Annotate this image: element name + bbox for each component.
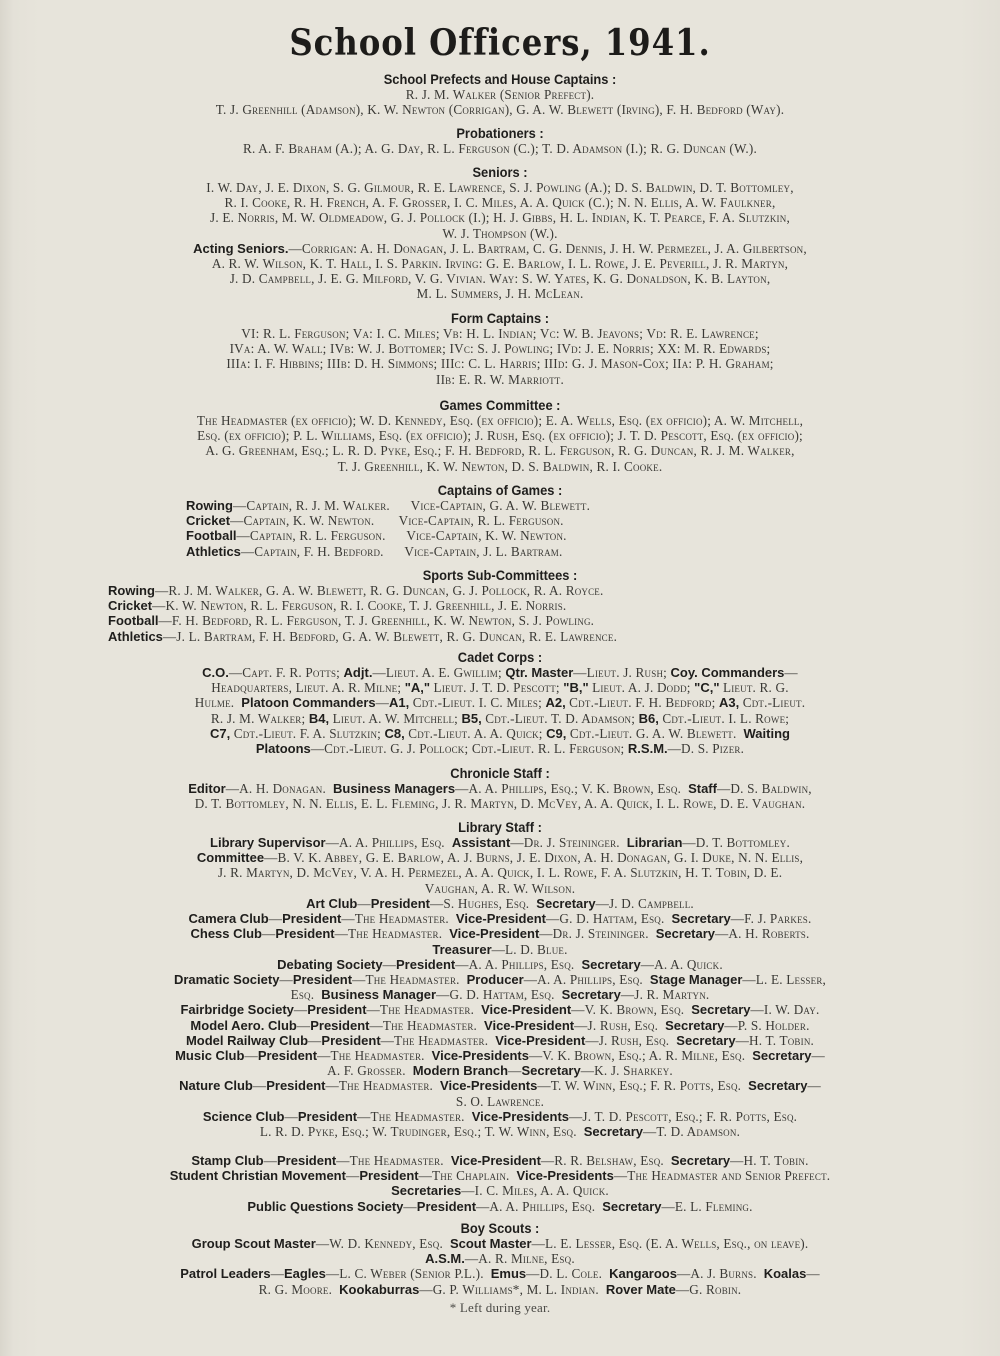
section-heading: Seniors : [472,164,528,180]
label: Secretary [561,987,621,1003]
label: President [416,1198,477,1214]
text-line [30,1078,970,1093]
value: —L. C. Weber (Senior P.L.). [325,1266,491,1282]
label: Producer [466,972,524,988]
label: B5, [461,710,482,726]
value: —A. A. Phillips, Esq.; V. K. Brown, Esq. [455,781,689,796]
section-captains-of-games [30,483,970,559]
value: — [284,1108,298,1124]
label: C9, [546,725,567,741]
label: Debating Society [277,956,383,972]
label: C8, [384,725,405,741]
label: Vice-President [484,1017,575,1033]
label: President [359,1168,419,1184]
label: Waiting [743,725,790,741]
section-heading: School Prefects and House Captains : [383,71,617,87]
value: Cdt.-Lieut. [739,695,806,711]
label: Rover Mate [605,1281,676,1297]
label: Business Manager [321,987,437,1003]
value: — [382,956,396,972]
label: President [370,896,430,911]
label: Treasurer [432,941,492,957]
label: C.O. [202,665,229,680]
value: —D. T. Bottomley. [682,835,790,850]
label: Secretary [676,1032,736,1048]
text-line [30,1183,970,1198]
section-heading: Library Staff : [458,819,542,835]
value: Esq. [290,987,322,1003]
label: A2, [545,695,566,711]
text-line: J. D. Campbell, J. E. G. Milford, V. G. Vivian. Way: S. W. Yates, K. G. Donaldson, K. B. Layton, [229,271,771,287]
subcommittee-row: Athletics—J. L. Bartram, F. H. Bedford, G. A. W. Blewett, R. G. Duncan, R. E. Lawrence. [108,628,618,644]
value: —L. E. Lesser, [742,972,827,988]
text-line: M. L. Summers, J. H. McLean. [416,286,584,302]
text-line: Esq. (ex officio); P. L. Williams, Esq. (ex officio); J. Rush, Esq. (ex officio); J. T. D. Pescott, Esq. (ex officio); [197,428,803,444]
value: Cdt.-Lieut. I. L. Rowe; [658,710,790,726]
value: A. F. Grosser. [327,1063,413,1079]
text-line [30,1124,970,1139]
value: S. O. Lawrence. [455,1093,545,1109]
text-line: IIIa: I. F. Hibbins; IIIb: D. H. Simmons; IIIc: C. L. Harris; IIId: G. J. Mason-Cox; IIa: P. H. Graham; [226,356,774,372]
section-heading: Chronicle Staff : [450,765,550,781]
label: Adjt. [343,665,373,680]
label: Art Club [306,896,358,911]
value: —G. P. Williams*, M. L. Indian. [419,1281,606,1297]
label: Scout Master [449,1236,532,1251]
value: Lieut. A. J. Dodd; [588,680,695,696]
value: Hulme. [194,695,242,711]
text-line: R. J. M. Walker (Senior Prefect). [405,87,595,102]
value: —A. H. Donagan. [225,781,333,796]
label: Patrol Leaders [180,1266,271,1282]
text-line: R. I. Cooke, R. H. French, A. F. Grosser, I. C. Miles, A. A. Quick (C.); N. N. Ellis, A. W. Faulkner, [224,195,776,211]
text-line: T. J. Greenhill, K. W. Newton, D. S. Baldwin, R. I. Cooke. [337,458,663,474]
value: —Dr. J. Steininger. [539,926,656,942]
label: Coy. Commanders [670,665,785,680]
label: Emus [490,1266,527,1282]
value: —The Headmaster. [380,1032,496,1048]
text-line: VI: R. L. Ferguson; Va: I. C. Miles; Vb: H. L. Indian; Vc: W. B. Jeavons; Vd: R. E. Lawrence; [241,326,759,341]
section-games-committee [30,398,970,474]
label: Platoon Commanders [241,695,376,711]
label: President [266,1078,326,1094]
value: — [296,1017,311,1033]
label: Secretary [581,956,641,972]
label: President [307,1002,367,1018]
label: Assistant [451,835,511,850]
subcommittee-row: Football—F. H. Bedford, R. L. Ferguson, T. J. Greenhill, K. W. Newton, S. J. Powling. [108,613,595,629]
value: —A. A. Phillips, Esq. [523,972,650,988]
label: "C," [694,680,720,696]
value: —A. A. Phillips, Esq. [455,956,582,972]
text-line [30,1048,970,1063]
label: Stamp Club [191,1153,264,1168]
label: Vice-Presidents [471,1108,569,1124]
value: — [279,972,293,988]
value: — [345,1168,360,1184]
text-line [30,680,970,695]
text-line [30,1168,970,1183]
label: Koalas [763,1266,807,1282]
page-title: School Officers, 1941. [289,22,711,64]
label: Secretary [752,1048,812,1064]
label: "A," [404,680,431,696]
label: Secretary [521,1063,581,1079]
value: — [308,1032,322,1048]
label: B4, [308,710,330,726]
section-probationers [30,126,970,156]
value: —R. R. Belshaw, Esq. [540,1153,671,1168]
text-line [30,881,970,896]
label: Vice-Presidents [431,1048,529,1064]
label: Music Club [175,1048,245,1064]
label: A3, [718,695,740,711]
section-heading: Captains of Games : [437,482,563,498]
label: Staff [688,781,717,796]
section-form-captains [30,311,970,387]
text-line [30,1033,970,1048]
label: Kookaburras [339,1281,420,1297]
value: —A. J. Burns. [676,1266,764,1282]
value: —The Headmaster. [336,1153,451,1168]
text-line: I. W. Day, J. E. Dixon, S. G. Gilmour, R. E. Lawrence, S. J. Powling (A.); D. S. Baldwin, D. T. Bottomley, [206,180,794,195]
value: —I. W. Day. [750,1002,820,1018]
value: —J. Rush, Esq. [574,1017,666,1033]
text-line: IVa: A. W. Wall; IVb: W. J. Bottomer; IVc: S. J. Powling; IVd: J. E. Norris; XX: M. R. Edwards; [229,341,771,357]
label: Group Scout Master [191,1236,316,1251]
value: —The Headmaster. [334,926,450,942]
value: — [806,1266,820,1282]
value: —Capt. F. R. Potts; [228,665,344,680]
label: Secretary [691,1002,751,1018]
value: J. R. Martyn, D. McVey, V. A. H. Permezel, A. A. Quick, I. L. Rowe, F. A. Slutzkin, H. T. Tobin, D. E. [217,865,783,881]
value: Cdt.-Lieut. I. C. Miles; [409,695,546,711]
section-clubs-continued [30,1153,970,1214]
value: —The Headmaster. [341,911,456,927]
label: Model Aero. Club [190,1017,297,1033]
label: Secretary [602,1198,662,1214]
value: Cdt.-Lieut. F. H. Bedford; [565,695,719,711]
value: — [784,665,798,680]
value: — [403,1198,417,1214]
section-clubs [30,896,970,1139]
games-row: Rowing—Captain, R. J. M. Walker. Vice-Captain, G. A. W. Blewett. [186,498,591,513]
label: Secretary [665,1017,725,1033]
value: — [263,1153,277,1168]
value: —The Headmaster and Senior Prefect. [613,1168,831,1184]
value: —W. D. Kennedy, Esq. [315,1236,450,1251]
label: Librarian [626,835,683,850]
label: President [277,1153,337,1168]
text-line: IIb: E. R. W. Marriott. [436,371,564,387]
text-line [30,865,970,880]
value: Cdt.-Lieut. F. A. Slutzkin; [230,725,385,741]
text-line [30,1063,970,1078]
label: Secretary [583,1124,643,1140]
label: Secretary [655,926,716,942]
value: Cdt.-Lieut. A. A. Quick; [404,725,547,741]
value: —D. S. Pizer. [667,741,745,757]
label: Vice-President [455,911,546,927]
label: Public Questions Society [247,1198,404,1214]
value: —K. J. Sharkey. [580,1063,673,1079]
label: Kangaroos [609,1266,677,1282]
text-line [30,1094,970,1109]
text-line [30,942,970,957]
value: —Cdt.-Lieut. G. J. Pollock; Cdt.-Lieut. R. L. Ferguson; [310,741,628,757]
label: Business Managers [332,781,456,796]
value: Lieut. J. T. D. Pescott; [430,680,564,696]
label: Editor [188,781,226,796]
label: Committee [196,850,265,866]
value: —V. K. Brown, Esq. [571,1002,692,1018]
value: D. T. Bottomley, N. N. Ellis, E. L. Fleming, J. R. Martyn, D. McVey, A. A. Quick, I. L. Rowe, D. E. Vaughan. [194,796,806,812]
value: Cdt.-Lieut. T. D. Adamson; [481,710,639,726]
value: —A. A. Phillips, Esq. [476,1198,603,1214]
label: President [297,1108,358,1124]
value: —G. Robin. [675,1281,742,1297]
value: —The Headmaster. [366,1002,482,1018]
text-line [30,1236,970,1251]
value: —H. T. Tobin. [735,1032,815,1048]
value: — [262,926,276,942]
label: Chess Club [190,926,262,942]
label: President [275,926,335,942]
section-chronicle-staff [30,766,970,811]
text-line [30,957,970,972]
value: R. J. M. Walker; [210,710,309,726]
value: —H. T. Tobin. [730,1153,809,1168]
rich-lines [30,781,970,811]
value: —B. V. K. Abbey, G. E. Barlow, A. J. Burns, J. E. Dixon, A. H. Donagan, G. I. Duke, N. N. Ellis, [264,850,804,866]
text-line [30,726,970,741]
value: —A. R. Milne, Esq. [464,1251,575,1267]
value: —D. L. Cole. [526,1266,610,1282]
value: — [811,1048,825,1064]
label: R.S.M. [627,741,668,757]
label: Acting Seniors. [193,240,289,256]
value: —J. Rush, Esq. [585,1032,677,1048]
label: Library Supervisor [210,835,326,850]
text-line [30,1266,970,1281]
text-line: Acting Seniors.—Corrigan: A. H. Donagan, J. L. Bartram, C. G. Dennis, J. H. W. Permezel, J. A. Gilbertson, [193,240,807,256]
subcommittee-row: Cricket—K. W. Newton, R. L. Ferguson, R. I. Cooke, T. J. Greenhill, J. E. Norris. [108,598,567,614]
label: President [292,972,353,988]
text-line [30,1282,970,1297]
value: —The Headmaster. [369,1017,485,1033]
label: Vice-Presidents [516,1168,614,1184]
label: Qtr. Master [505,665,574,680]
value: —The Headmaster. [317,1048,432,1064]
rich-lines [30,896,970,1139]
value: —A. A. Quick. [640,956,723,972]
label: Student Christian Movement [169,1168,346,1184]
label: Stage Manager [649,972,743,988]
games-row: Athletics—Captain, F. H. Bedford. Vice-Captain, J. L. Bartram. [186,543,563,559]
section-cadet-corps [30,650,970,756]
value: —The Headmaster. [325,1078,441,1094]
text-line [30,1109,970,1124]
label: A1, [389,695,410,711]
text-line: T. J. Greenhill (Adamson), K. W. Newton (Corrigan), G. A. W. Blewett (Irving), F. H. Bedford (Way). [215,102,785,118]
label: Science Club [202,1108,285,1124]
value: —J. T. D. Pescott, Esq.; F. R. Potts, Esq. [569,1108,798,1124]
text-line: R. A. F. Braham (A.); A. G. Day, R. L. Ferguson (C.); T. D. Adamson (I.); R. G. Duncan (W.). [242,141,758,156]
text-line: W. J. Thompson (W.). [442,225,558,241]
label: Platoons [255,741,311,757]
value: —L. E. Lesser, Esq. (E. A. Wells, Esq., on leave). [531,1236,809,1251]
label: President [310,1017,370,1033]
text-line [30,1199,970,1214]
value: — [268,911,283,927]
text-line [30,796,970,811]
value: Headquarters, Lieut. A. R. Milne; [211,680,405,696]
value: —P. S. Holder. [724,1017,810,1033]
value: — [270,1266,284,1282]
value: Vaughan, A. R. W. Wilson. [424,880,576,896]
text-line [30,1018,970,1033]
label: "B," [563,680,589,696]
label: Model Railway Club [185,1032,309,1048]
value: —Lieut. J. Rush; [573,665,671,680]
text-line: The Headmaster (ex officio); W. D. Kennedy, Esq. (ex officio); E. A. Wells, Esq. (ex officio); A. W. Mitchell, [196,413,804,428]
value: —The Headmaster. [352,972,467,988]
value: —F. J. Parkes. [730,911,812,927]
section-heading: Form Captains : [450,310,550,326]
text-line [30,835,970,850]
label: C7, [210,725,231,741]
value: —A. A. Phillips, Esq. [325,835,452,850]
value: —D. S. Baldwin, [716,781,812,796]
value: —Lieut. A. E. Gwillim; [372,665,506,680]
value: —Dr. J. Steininger. [510,835,627,850]
text-line [30,711,970,726]
value: — [293,1002,308,1018]
games-row: Cricket—Captain, K. W. Newton. Vice-Captain, R. L. Ferguson. [186,513,564,529]
label: President [257,1048,318,1064]
section-heading: Sports Sub-Committees : [422,567,578,583]
label: Vice-President [481,1002,572,1018]
section-boy-scouts [30,1221,970,1315]
label: Secretary [536,896,596,911]
section-heading: Games Committee : [439,397,561,413]
value: — [357,896,371,911]
value: —I. C. Miles, A. A. Quick. [461,1183,609,1199]
label: President [396,956,456,972]
games-row: Football—Captain, R. L. Ferguson. Vice-Captain, K. W. Newton. [186,528,567,544]
value: —G. D. Hattam, Esq. [436,987,562,1003]
text-line [30,911,970,926]
section-seniors [30,165,970,302]
value: — [375,695,390,711]
label: Vice-President [450,1153,541,1168]
value: —L. D. Blue. [491,941,568,957]
text-line [30,781,970,796]
value: L. R. D. Pyke, Esq.; W. Trudinger, Esq.; T. W. Winn, Esq. [259,1124,584,1140]
value: —E. L. Fleming. [661,1198,753,1214]
text-line: A. R. W. Wilson, K. T. Hall, I. S. Parkin. Irving: G. E. Barlow, I. L. Rowe, J. E. Peverill, J. R. Martyn, [211,256,789,272]
value: — [252,1078,267,1094]
value: —A. H. Roberts. [715,926,810,942]
label: Fairbridge Society [180,1002,294,1018]
value: —J. D. Campbell. [595,896,694,911]
text-line [30,665,970,680]
value: —J. R. Martyn. [620,987,710,1003]
section-prefects [30,72,970,117]
value: —The Headmaster. [357,1108,472,1124]
label: Vice-Presidents [440,1078,538,1094]
label: President [282,911,342,927]
value: —V. K. Brown, Esq.; A. R. Milne, Esq. [528,1048,753,1064]
label: Eagles [283,1266,326,1282]
text-line [30,972,970,987]
text-line [30,926,970,941]
text-line [30,741,970,756]
text-line: J. E. Norris, M. W. Oldmeadow, G. J. Pollock (I.); H. J. Gibbs, H. L. Indian, K. T. Pearce, F. A. Slutzkin, [210,210,790,226]
text-line [30,1251,970,1266]
label: Vice-President [495,1032,586,1048]
text-line [30,1153,970,1168]
value: — [508,1063,522,1079]
label: Vice-President [449,926,540,942]
section-heading: Boy Scouts : [460,1220,540,1236]
rich-lines [30,665,970,756]
value: —T. D. Adamson. [643,1124,741,1140]
text-line [30,987,970,1002]
label: A.S.M. [425,1251,465,1267]
value: Lieut. A. W. Mitchell; [329,710,462,726]
rich-lines [30,1236,970,1297]
label: B6, [638,710,659,726]
rich-lines [30,1153,970,1214]
value: —T. W. Winn, Esq.; F. R. Potts, Esq. [537,1078,749,1094]
text-line [30,695,970,710]
label: Dramatic Society [173,972,280,988]
value: — [807,1078,821,1094]
section-heading: Cadet Corps : [457,649,543,665]
label: Secretary [748,1078,808,1094]
section-heading: Probationers : [456,125,544,141]
value: — [244,1048,258,1064]
subcommittee-row: Rowing—R. J. M. Walker, G. A. W. Blewett, R. G. Duncan, G. J. Pollock, R. A. Royce. [108,583,604,598]
value: Lieut. R. G. [719,680,789,696]
footnote: * Left during year. [449,1299,551,1315]
section-sports-subcommittees [30,568,970,644]
label: Nature Club [179,1078,253,1094]
label: Secretary [670,1153,731,1168]
label: Secretary [671,911,731,927]
text-line [30,850,970,865]
text-line [30,896,970,911]
text-line: A. G. Greenham, Esq.; L. R. D. Pyke, Esq.; F. H. Bedford, R. L. Ferguson, R. G. Duncan, R. J. M. Walker, [205,443,795,459]
section-library-staff [30,820,970,896]
value: —G. D. Hattam, Esq. [546,911,672,927]
value: —The Chaplain. [418,1168,517,1184]
label: President [321,1032,381,1048]
value: Cdt.-Lieut. G. A. W. Blewett. [566,725,744,741]
label: Secretaries [391,1183,462,1199]
label: Camera Club [188,911,269,927]
value: —S. Hughes, Esq. [430,896,537,911]
label: Modern Branch [412,1063,509,1079]
rich-lines [30,835,970,896]
text-line [30,1002,970,1017]
value: R. G. Moore. [258,1281,340,1297]
